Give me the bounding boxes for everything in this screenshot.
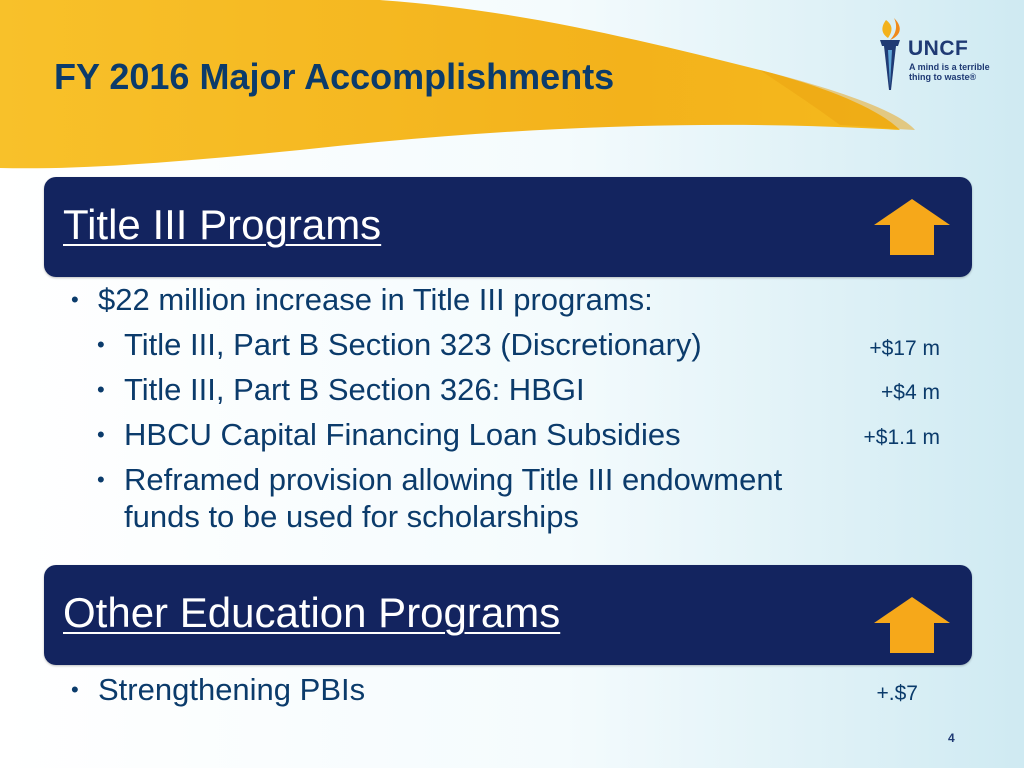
bullet-dot: • [97,467,105,492]
list-item [71,672,366,708]
bullet-text: Title III, Part B Section 323 (Discretionary) [124,327,702,362]
up-arrow-icon [872,197,952,257]
amount-value: +.$7 [876,682,918,705]
bullet-text: Strengthening PBIs [98,672,366,707]
bullet-dot: • [97,332,105,357]
list-item [97,372,585,408]
logo-name: UNCF [908,37,969,60]
up-arrow-icon [872,595,952,655]
page-number: 4 [948,731,955,745]
list-item [97,417,681,453]
amount-value: +$17 m [869,337,940,360]
bullet-text: $22 million increase in Title III programs: [98,282,653,317]
slide-title: FY 2016 Major Accomplishments [54,56,615,97]
list-item [71,282,653,318]
bullet-text: Reframed provision allowing Title III endowment [124,462,783,497]
bullet-text: HBCU Capital Financing Loan Subsidies [124,417,681,452]
list-item [97,327,702,363]
section-title: Title III Programs [63,201,382,248]
amount-value: +$1.1 m [863,426,940,449]
section-title: Other Education Programs [63,589,561,636]
amount-value: +$4 m [881,381,940,404]
section-header-other-education [44,565,972,665]
bullet-dot: • [97,422,105,447]
bullet-text-continuation: funds to be used for scholarships [124,499,579,534]
bullet-dot: • [71,287,79,312]
section-header-title-iii [44,177,972,277]
bullet-text: Title III, Part B Section 326: HBGI [124,372,585,407]
bullet-dot: • [97,377,105,402]
logo-tagline: A mind is a terrible thing to waste® [909,62,990,82]
bullet-dot: • [71,677,79,702]
list-item [97,462,783,498]
